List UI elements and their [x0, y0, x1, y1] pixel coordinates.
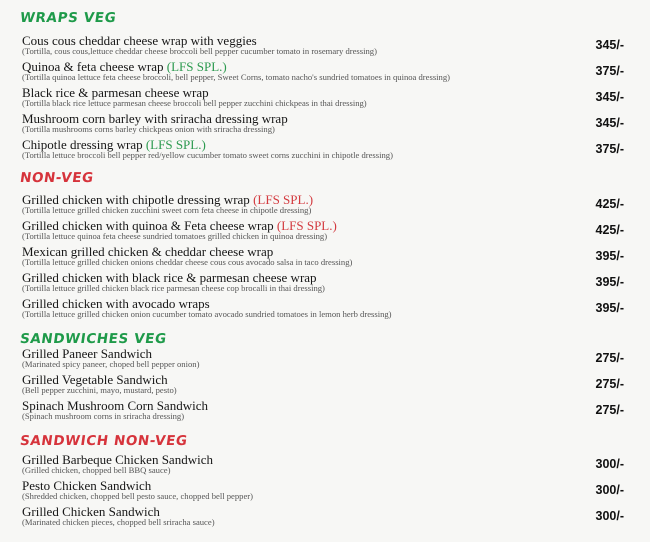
menu-item-price: 275/- [595, 377, 624, 391]
menu-item-description: (Marinated chicken pieces, chopped bell sriracha sauce) [22, 517, 215, 527]
menu-item-description: (Spinach mushroom corns in sriracha dressing) [22, 411, 185, 421]
section-title: WRAPS VEG [18, 10, 118, 26]
item-name-text: Grilled Chicken Sandwich [22, 504, 160, 519]
menu-item-price: 275/- [595, 351, 624, 365]
special-tag: (LFS SPL.) [166, 59, 227, 74]
menu-item-price: 395/- [595, 249, 624, 263]
item-name-text: Pesto Chicken Sandwich [22, 478, 152, 493]
menu-item-price: 300/- [595, 457, 624, 471]
special-tag: (LFS SPL.) [276, 218, 337, 233]
section-title: SANDWICH NON-VEG [18, 433, 189, 449]
menu-item-description: (Grilled chicken, chopped bell BBQ sauce) [22, 465, 171, 475]
item-name-text: Grilled chicken with chipotle dressing wrap [22, 192, 254, 207]
menu-item-price: 345/- [595, 116, 624, 130]
menu-item-description: (Tortilla lettuce broccoli bell pepper red/yellow cucumber tomato sweet corns zucchini in chipotle dressing) [22, 150, 393, 160]
menu-item-price: 300/- [595, 483, 624, 497]
menu-item-price: 375/- [595, 142, 624, 156]
special-tag: (LFS SPL.) [253, 192, 314, 207]
menu-item-description: (Tortilla lettuce grilled chicken onion cucumber tomato avocado sundried tomatoes in lemon herb dressing) [22, 309, 392, 319]
item-name-text: Spinach Mushroom Corn Sandwich [22, 398, 208, 413]
item-name-text: Mushroom corn barley with sriracha dressing wrap [22, 111, 288, 126]
menu-item-price: 275/- [595, 403, 624, 417]
menu-item-price: 425/- [595, 223, 624, 237]
menu-item-description: (Tortilla lettuce grilled chicken zucchini sweet corn feta cheese in chipotle dressing) [22, 205, 312, 215]
item-name-text: Chipotle dressing wrap [22, 137, 146, 152]
menu-item-description: (Tortilla black rice lettuce parmesan cheese broccoli bell pepper zucchini chickpeas in thai dressing) [22, 98, 367, 108]
section-title: SANDWICHES VEG [18, 331, 168, 347]
menu-item-description: (Tortilla mushrooms corns barley chickpeas onion with sriracha dressing) [22, 124, 275, 134]
menu-item-description: (Marinated spicy paneer, choped bell pepper onion) [22, 359, 200, 369]
menu-item-description: (Shredded chicken, chopped bell pesto sauce, chopped bell pepper) [22, 491, 253, 501]
section-title: NON-VEG [18, 170, 95, 186]
item-name-text: Grilled Paneer Sandwich [22, 346, 152, 361]
item-name-text: Grilled Barbeque Chicken Sandwich [22, 452, 213, 467]
item-name-text: Black rice & parmesan cheese wrap [22, 85, 209, 100]
item-name-text: Grilled chicken with avocado wraps [22, 296, 210, 311]
item-name-text: Quinoa & feta cheese wrap [22, 59, 167, 74]
menu-item-description: (Tortilla, cous cous,lettuce cheddar cheese broccoli bell pepper cucumber tomato in rosemary dressing) [22, 46, 377, 56]
item-name-text: Grilled chicken with black rice & parmesan cheese wrap [22, 270, 317, 285]
menu-item-price: 395/- [595, 301, 624, 315]
menu-item-price: 300/- [595, 509, 624, 523]
item-name-text: Grilled chicken with quinoa & Feta cheese wrap [22, 218, 277, 233]
special-tag: (LFS SPL.) [145, 137, 206, 152]
menu-item-description: (Tortilla lettuce grilled chicken onions cheddar cheese cous cous avocado salsa in taco dressing) [22, 257, 353, 267]
menu-item-price: 345/- [595, 90, 624, 104]
menu-item-price: 425/- [595, 197, 624, 211]
menu-item-description: (Tortilla quinoa lettuce feta cheese broccoli, bell pepper, Sweet Corns, tomato nacho's sundried tomatoes in quinoa dressing) [22, 72, 451, 82]
menu-item-price: 345/- [595, 38, 624, 52]
menu-item-price: 375/- [595, 64, 624, 78]
item-name-text: Mexican grilled chicken & cheddar cheese wrap [22, 244, 274, 259]
menu-item-description: (Tortilla lettuce quinoa feta cheese sundried tomatoes grilled chicken in quinoa dressing) [22, 231, 328, 241]
menu-item-price: 395/- [595, 275, 624, 289]
menu-item-description: (Bell pepper zucchini, mayo, mustard, pesto) [22, 385, 177, 395]
item-name-text: Grilled Vegetable Sandwich [22, 372, 168, 387]
item-name-text: Cous cous cheddar cheese wrap with veggies [22, 33, 257, 48]
menu-item-description: (Tortilla lettuce grilled chicken black rice parmesan cheese cop brocalli in thai dressing) [22, 283, 325, 293]
